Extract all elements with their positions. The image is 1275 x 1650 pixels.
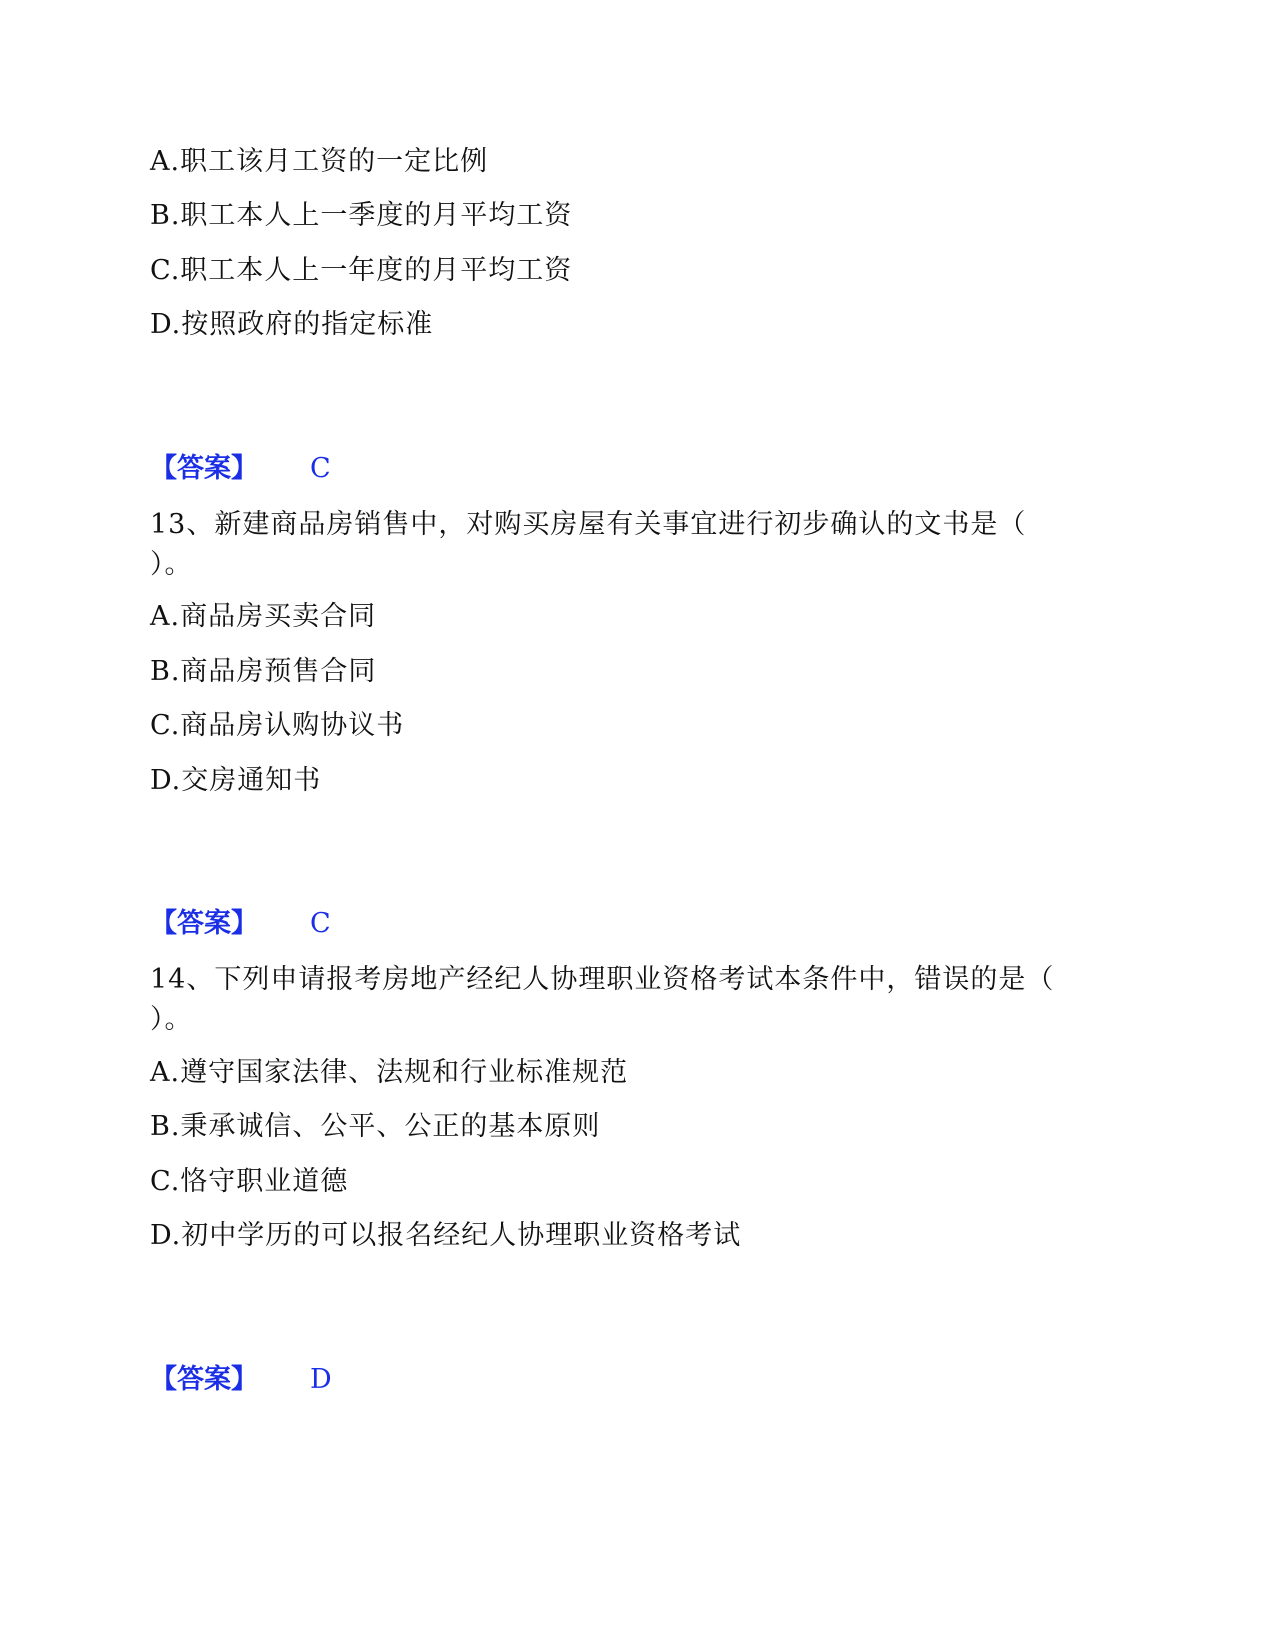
q14-stem-line1: 14、下列申请报考房地产经纪人协理职业资格考试本条件中，错误的是（ [150, 964, 1055, 995]
answer-label: 【答案】 [150, 1364, 258, 1395]
prev-answer [150, 451, 331, 487]
q14-answer [150, 1362, 332, 1398]
q14-option-c: C.恪守职业道德 [150, 1166, 349, 1197]
prev-option-b: B.职工本人上一季度的月平均工资 [150, 200, 573, 231]
answer-value: C [310, 453, 331, 484]
q13-answer [150, 906, 331, 942]
q13-option-a: A.商品房买卖合同 [150, 601, 377, 632]
answer-label: 【答案】 [150, 453, 258, 484]
q14-option-b: B.秉承诚信、公平、公正的基本原则 [150, 1111, 601, 1142]
q14-stem-line2: ）。 [150, 1004, 193, 1035]
q13-option-d: D.交房通知书 [150, 765, 322, 796]
answer-value: C [310, 908, 331, 939]
prev-option-d: D.按照政府的指定标准 [150, 309, 434, 340]
q13-stem-line2: ）。 [150, 549, 193, 580]
q14-option-a: A.遵守国家法律、法规和行业标准规范 [150, 1057, 629, 1088]
q13-stem-line1: 13、新建商品房销售中，对购买房屋有关事宜进行初步确认的文书是（ [150, 509, 1027, 540]
q13-option-b: B.商品房预售合同 [150, 656, 377, 687]
answer-label: 【答案】 [150, 908, 258, 939]
q13-option-c: C.商品房认购协议书 [150, 710, 405, 741]
prev-option-a: A.职工该月工资的一定比例 [150, 146, 489, 177]
prev-option-c: C.职工本人上一年度的月平均工资 [150, 255, 573, 286]
q14-option-d: D.初中学历的可以报名经纪人协理职业资格考试 [150, 1220, 742, 1251]
answer-value: D [310, 1364, 332, 1395]
